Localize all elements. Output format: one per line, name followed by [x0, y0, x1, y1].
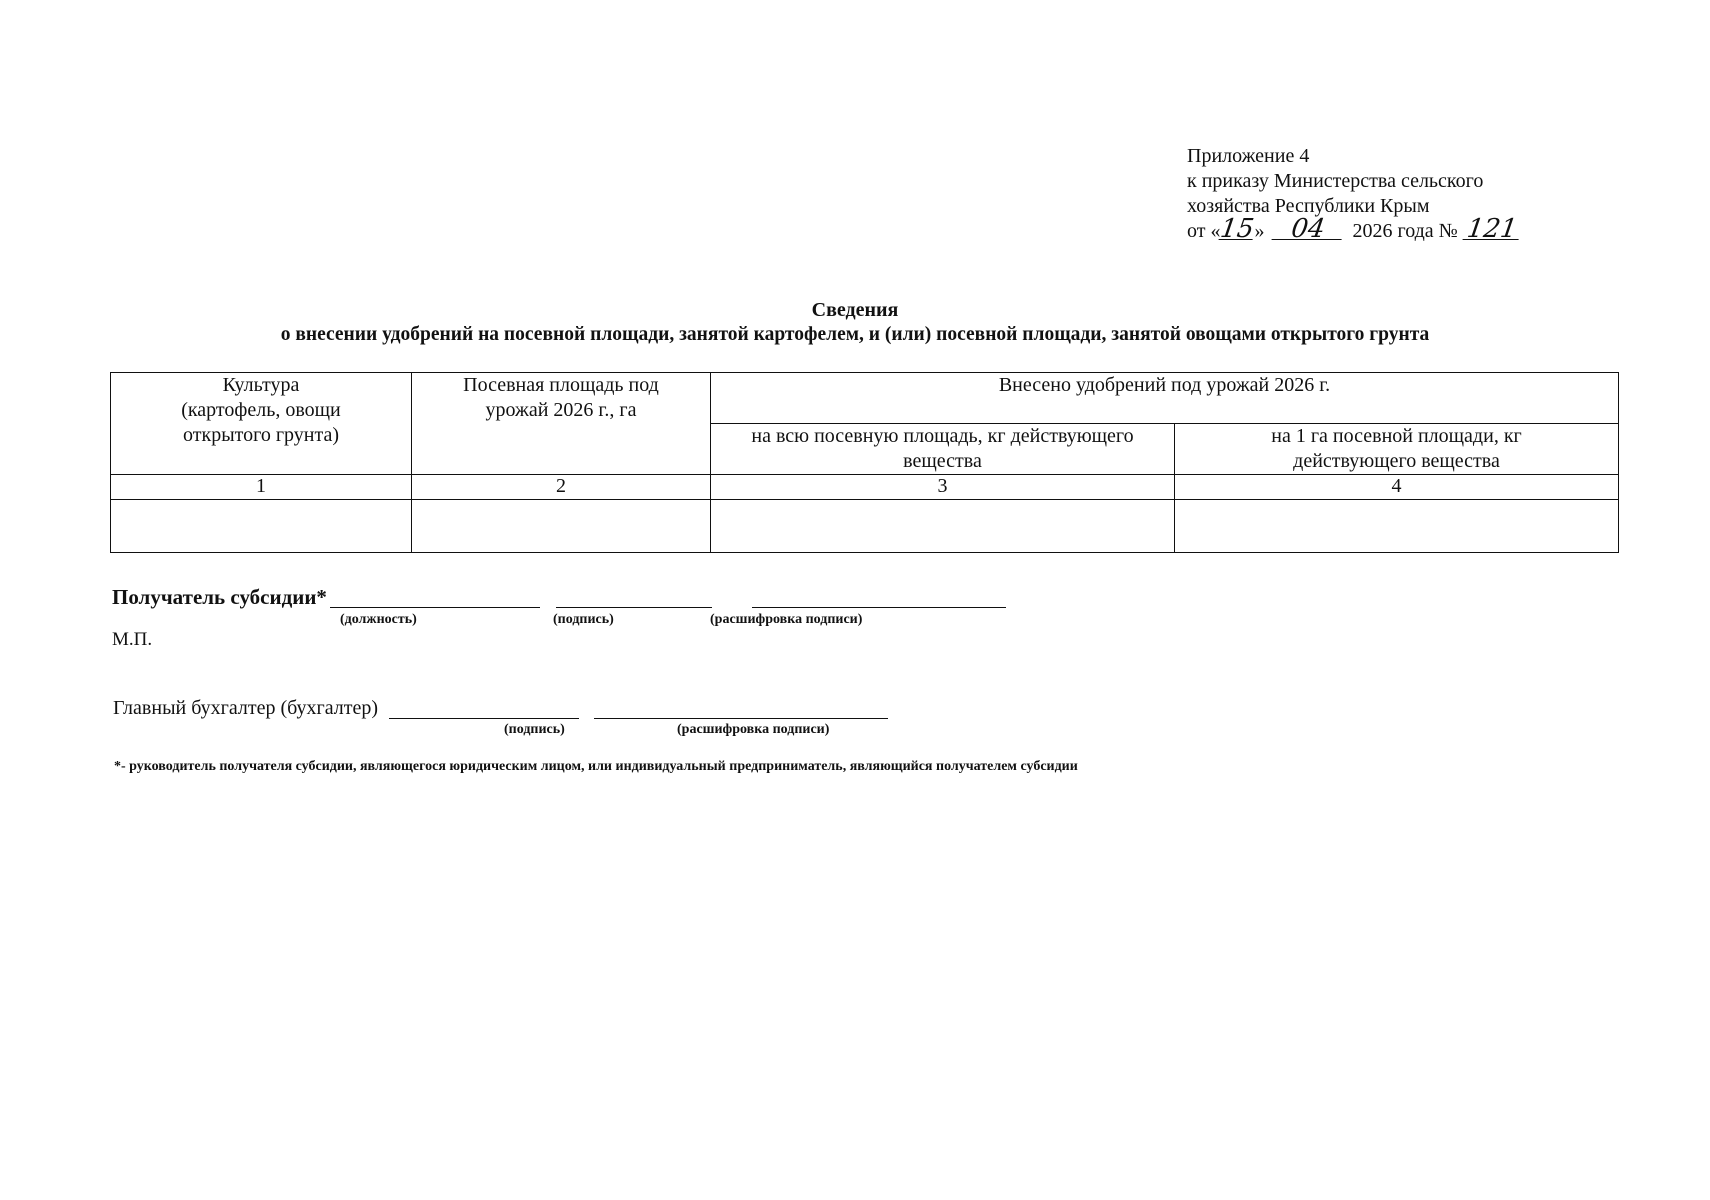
- cell-total: [711, 500, 1175, 553]
- header-area: [412, 373, 711, 475]
- recipient-position-line: [330, 607, 540, 608]
- recipient-label: Получатель субсидии*: [112, 585, 327, 609]
- recipient-signature-line: [556, 607, 712, 608]
- cell-culture: [111, 500, 412, 553]
- accountant-caption-signature: (подпись): [504, 722, 565, 737]
- header-per-hectare: [1175, 424, 1619, 475]
- footnote: *- руководитель получателя субсидии, являющегося юридическим лицом, или индивидуальный предприниматель, являющийся получателем субсидии: [114, 759, 1078, 774]
- date-day-suffix: »: [1254, 220, 1265, 242]
- document-title: [0, 298, 1710, 348]
- header-total-line-2: вещества: [903, 450, 982, 472]
- appendix-date-line: [1187, 214, 1520, 244]
- header-culture-line-2: (картофель, овощи: [181, 399, 341, 421]
- caption-position: (должность): [340, 612, 417, 627]
- handwritten-day: 15: [1218, 214, 1257, 244]
- stamp-label: М.П.: [112, 629, 153, 650]
- handwritten-month: 04: [1272, 219, 1345, 240]
- column-number-4: 4: [1175, 475, 1619, 500]
- header-per-ha-line-1: на 1 га посевной площади, кг: [1271, 425, 1522, 447]
- column-number-1: 1: [111, 475, 412, 500]
- header-culture: [111, 373, 412, 475]
- accountant-decoding-line: [594, 718, 888, 719]
- accountant-label: Главный бухгалтер (бухгалтер): [113, 697, 379, 719]
- appendix-block: [1187, 144, 1520, 244]
- caption-decoding: (расшифровка подписи): [710, 612, 863, 627]
- date-year-text: 2026 года №: [1352, 220, 1458, 242]
- cell-area: [412, 500, 711, 553]
- column-number-2: 2: [412, 475, 711, 500]
- caption-signature: (подпись): [553, 612, 614, 627]
- header-area-line-2: урожай 2026 г., га: [485, 399, 637, 421]
- fertilizer-table: [110, 372, 1619, 553]
- handwritten-order-number: 121: [1462, 219, 1521, 240]
- header-fertilizer-group: Внесено удобрений под урожай 2026 г.: [711, 373, 1619, 424]
- header-area-line-1: Посевная площадь под: [463, 374, 659, 396]
- cell-per-hectare: [1175, 500, 1619, 553]
- title-subtitle: о внесении удобрений на посевной площади, занятой картофелем, и (или) посевной площади, занятой овощами открытого грунта: [280, 324, 1430, 345]
- header-culture-line-3: открытого грунта): [183, 424, 339, 446]
- column-number-3: 3: [711, 475, 1175, 500]
- header-culture-line-1: Культура: [222, 374, 300, 396]
- date-prefix: от «: [1187, 220, 1221, 242]
- accountant-signature-line: [389, 718, 579, 719]
- header-per-ha-line-2: действующего вещества: [1293, 450, 1500, 472]
- appendix-number: Приложение 4: [1187, 145, 1310, 167]
- appendix-ministry-line: хозяйства Республики Крым: [1187, 195, 1430, 217]
- table-column-numbers: [111, 475, 1619, 500]
- appendix-order-line: к приказу Министерства сельского: [1187, 170, 1484, 192]
- header-total-line-1: на всю посевную площадь, кг действующего: [751, 425, 1134, 447]
- title-main: Сведения: [811, 299, 899, 321]
- table-header-row-1: [111, 373, 1619, 424]
- table-row: [111, 500, 1619, 553]
- accountant-caption-decoding: (расшифровка подписи): [677, 722, 830, 737]
- header-total-area: [711, 424, 1175, 475]
- recipient-decoding-line: [752, 607, 1006, 608]
